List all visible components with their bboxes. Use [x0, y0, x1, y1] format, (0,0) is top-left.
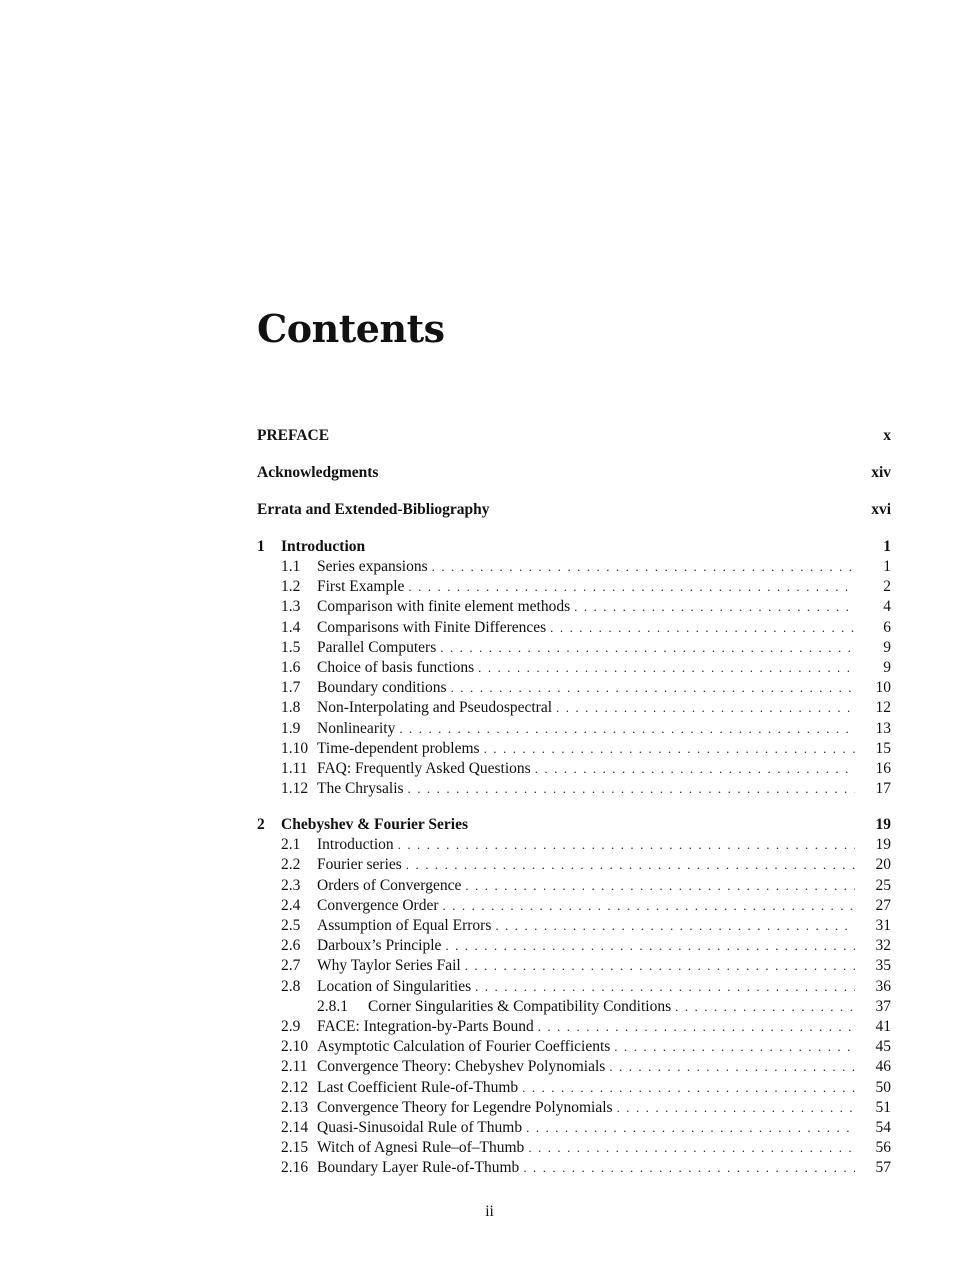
dot-leader: [675, 999, 855, 1015]
toc-section-row[interactable]: [257, 1079, 891, 1099]
section-page: 17: [875, 780, 891, 798]
section-number: 1.3: [281, 598, 301, 616]
toc-section-row[interactable]: [257, 1119, 891, 1139]
section-number: 2.11: [281, 1058, 308, 1076]
section-page: 2: [883, 578, 891, 596]
section-number: 1.5: [281, 638, 301, 656]
toc-section-row[interactable]: [257, 957, 891, 977]
toc-section-row[interactable]: [257, 1159, 891, 1179]
dot-leader: [535, 761, 855, 777]
chapter-page: 1: [883, 538, 891, 555]
section-title: Witch of Agnesi Rule–of–Thumb: [317, 1139, 525, 1157]
section-number: 1.12: [281, 780, 309, 798]
toc-section-row[interactable]: [257, 720, 891, 740]
section-title: Choice of basis functions: [317, 658, 475, 676]
dot-leader: [484, 741, 855, 757]
section-number: 1.9: [281, 719, 301, 737]
section-page: 12: [875, 699, 891, 717]
section-page: 35: [875, 957, 891, 975]
dot-leader: [614, 1039, 855, 1055]
toc-section-row[interactable]: [257, 659, 891, 679]
dot-leader: [609, 1059, 855, 1075]
dot-leader: [574, 599, 855, 615]
section-number: 2.13: [281, 1098, 309, 1116]
dot-leader: [556, 700, 855, 716]
section-title: Quasi-Sinusoidal Rule of Thumb: [317, 1118, 523, 1136]
section-title: First Example: [317, 578, 405, 596]
section-title: Asymptotic Calculation of Fourier Coefficients: [317, 1038, 611, 1056]
toc-section-row[interactable]: [257, 1038, 891, 1058]
section-page: 37: [875, 997, 891, 1015]
section-number: 1.11: [281, 759, 308, 777]
dot-leader: [475, 979, 855, 995]
section-page: 13: [875, 719, 891, 737]
toc-section-row[interactable]: [257, 780, 891, 800]
dot-leader: [398, 837, 855, 853]
toc-entry-page: x: [883, 427, 891, 444]
section-title: Boundary conditions: [317, 679, 447, 697]
section-page: 57: [875, 1159, 891, 1177]
toc-section-row[interactable]: [257, 937, 891, 957]
toc-section-row[interactable]: [257, 897, 891, 917]
toc-chapter-heading[interactable]: [257, 538, 891, 558]
chapter-title: Introduction: [281, 538, 366, 555]
section-title: Boundary Layer Rule-of-Thumb: [317, 1159, 520, 1177]
section-number: 2.3: [281, 876, 301, 894]
dot-leader: [440, 640, 855, 656]
section-title: Last Coefficient Rule-of-Thumb: [317, 1078, 519, 1096]
dot-leader: [538, 1019, 855, 1035]
toc-entry-title: Acknowledgments: [257, 464, 379, 481]
dot-leader: [465, 878, 855, 894]
section-number: 2.12: [281, 1078, 309, 1096]
section-title: The Chrysalis: [317, 780, 404, 798]
section-title: Introduction: [317, 836, 394, 854]
chapter-number: 2: [257, 816, 265, 834]
dot-leader: [443, 898, 855, 914]
section-title: Non-Interpolating and Pseudospectral: [317, 699, 553, 717]
dot-leader: [523, 1160, 855, 1176]
dot-leader: [617, 1100, 855, 1116]
table-of-contents: [257, 427, 891, 1195]
dot-leader: [528, 1140, 855, 1156]
section-number: 2.8.1: [317, 997, 348, 1015]
section-number: 1.4: [281, 618, 301, 636]
section-number: 2.7: [281, 957, 301, 975]
toc-section-row[interactable]: [257, 679, 891, 699]
section-page: 31: [875, 917, 891, 934]
section-number: 2.8: [281, 977, 301, 995]
toc-section-row[interactable]: [257, 1139, 891, 1159]
toc-section-row[interactable]: [257, 740, 891, 760]
section-title: Parallel Computers: [317, 638, 437, 656]
toc-chapter-heading[interactable]: [257, 816, 891, 836]
section-page: 10: [875, 679, 891, 697]
section-page: 16: [875, 759, 891, 777]
section-page: 36: [875, 977, 891, 995]
section-number: 2.2: [281, 856, 301, 874]
section-number: 1.2: [281, 578, 301, 596]
page-title: Contents: [257, 306, 445, 351]
section-number: 1.7: [281, 679, 301, 697]
section-page: 46: [875, 1058, 891, 1076]
section-page: 54: [875, 1118, 891, 1136]
toc-front-entry[interactable]: [257, 427, 891, 447]
toc-section-row[interactable]: [257, 578, 891, 598]
toc-chapter: [257, 538, 891, 800]
toc-section-row[interactable]: [257, 917, 891, 937]
section-number: 2.6: [281, 937, 301, 955]
section-title: FACE: Integration-by-Parts Bound: [317, 1017, 534, 1035]
section-number: 2.15: [281, 1139, 309, 1157]
section-number: 2.9: [281, 1017, 301, 1035]
dot-leader: [408, 579, 855, 595]
section-title: Darboux’s Principle: [317, 937, 442, 955]
section-page: 27: [875, 896, 891, 914]
section-page: 9: [883, 638, 891, 656]
section-title: Comparison with finite element methods: [317, 598, 571, 616]
section-page: 32: [875, 937, 891, 955]
toc-chapter: [257, 816, 891, 1179]
toc-section-row[interactable]: [257, 856, 891, 876]
dot-leader: [465, 958, 855, 974]
toc-section-row[interactable]: [257, 598, 891, 618]
section-title: Convergence Theory: Chebyshev Polynomials: [317, 1058, 606, 1076]
section-number: 2.1: [281, 836, 301, 854]
toc-entry-title: Errata and Extended-Bibliography: [257, 501, 490, 518]
section-page: 56: [875, 1139, 891, 1157]
dot-leader: [550, 620, 855, 636]
section-page: 51: [875, 1098, 891, 1116]
toc-section-row[interactable]: [257, 639, 891, 659]
section-title: Location of Singularities: [317, 977, 472, 995]
dot-leader: [478, 660, 855, 676]
section-number: 1.8: [281, 699, 301, 717]
section-title: Convergence Order: [317, 896, 439, 914]
section-number: 2.10: [281, 1038, 309, 1056]
dot-leader: [408, 781, 855, 797]
toc-section-row[interactable]: [257, 978, 891, 998]
section-page: 41: [875, 1017, 891, 1035]
dot-leader: [526, 1120, 855, 1136]
section-title: Orders of Convergence: [317, 876, 462, 894]
dot-leader: [399, 721, 855, 737]
dot-leader: [495, 918, 855, 934]
dot-leader: [451, 680, 855, 696]
page-number: ii: [485, 1203, 494, 1220]
toc-entry-title: PREFACE: [257, 427, 330, 444]
toc-section-row[interactable]: [257, 699, 891, 719]
section-title: Convergence Theory for Legendre Polynomials: [317, 1098, 613, 1116]
section-title: Why Taylor Series Fail: [317, 957, 461, 975]
section-page: 15: [875, 739, 891, 757]
dot-leader: [522, 1080, 855, 1096]
section-number: 2.14: [281, 1118, 309, 1136]
section-title: Comparisons with Finite Differences: [317, 618, 547, 636]
section-page: 25: [875, 876, 891, 894]
section-page: 6: [883, 618, 891, 636]
toc-entry-page: xvi: [871, 501, 891, 518]
dot-leader: [445, 938, 855, 954]
toc-section-row[interactable]: [257, 558, 891, 578]
section-title: Time-dependent problems: [317, 739, 480, 757]
dot-leader: [406, 857, 855, 873]
toc-section-row[interactable]: [257, 877, 891, 897]
toc-section-row[interactable]: [257, 1018, 891, 1038]
chapter-title: Chebyshev & Fourier Series: [281, 816, 468, 834]
section-page: 1: [883, 558, 891, 575]
section-title: Nonlinearity: [317, 719, 396, 737]
toc-section-row[interactable]: [257, 1058, 891, 1078]
section-number: 2.4: [281, 896, 301, 914]
chapter-page: 19: [875, 816, 891, 834]
toc-subsection-row[interactable]: [257, 998, 891, 1018]
toc-section-row[interactable]: [257, 760, 891, 780]
section-number: 1.1: [281, 558, 301, 575]
toc-section-row[interactable]: [257, 619, 891, 639]
section-title: FAQ: Frequently Asked Questions: [317, 759, 531, 777]
section-page: 19: [875, 836, 891, 854]
section-title: Series expansions: [317, 558, 428, 575]
toc-section-row[interactable]: [257, 836, 891, 856]
toc-section-row[interactable]: [257, 1099, 891, 1119]
section-number: 1.10: [281, 739, 309, 757]
section-number: 2.16: [281, 1159, 309, 1177]
section-title: Fourier series: [317, 856, 402, 874]
section-title: Corner Singularities & Compatibility Conditions: [368, 997, 672, 1015]
section-page: 50: [875, 1078, 891, 1096]
section-page: 9: [883, 658, 891, 676]
toc-front-entry[interactable]: [257, 501, 891, 521]
section-title: Assumption of Equal Errors: [317, 917, 492, 934]
dot-leader: [432, 559, 855, 575]
section-page: 4: [883, 598, 891, 616]
section-number: 2.5: [281, 917, 301, 934]
toc-front-entry[interactable]: [257, 464, 891, 484]
chapter-number: 1: [257, 538, 265, 555]
section-number: 1.6: [281, 658, 301, 676]
toc-entry-page: xiv: [871, 464, 891, 481]
section-page: 45: [875, 1038, 891, 1056]
section-page: 20: [875, 856, 891, 874]
